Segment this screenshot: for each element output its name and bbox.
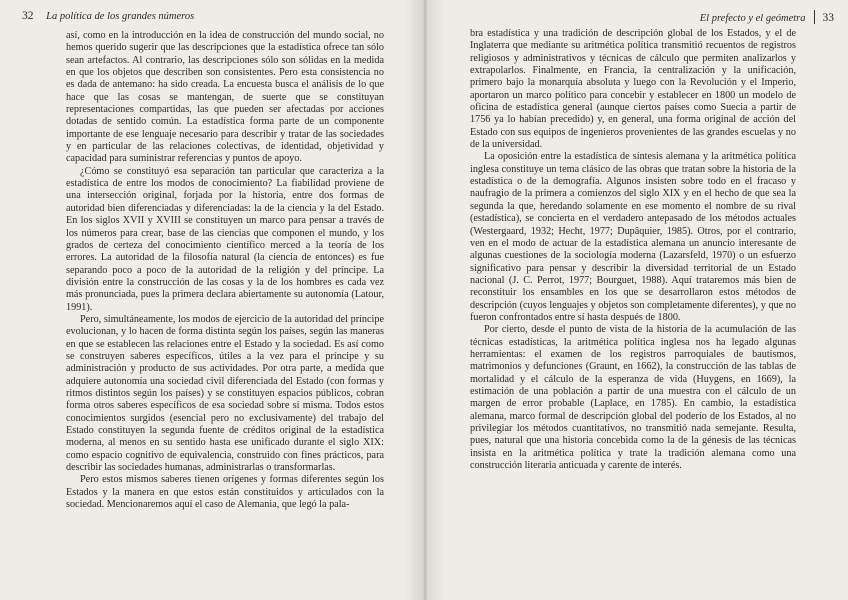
left-running-title: La política de los grandes números — [46, 11, 195, 22]
left-running-head — [22, 10, 402, 22]
header-rule — [814, 10, 815, 24]
paragraph: La oposición entre la estadística de síntesis alemana y la aritmética política inglesa constituye un tema clásico de las obras que tratan sobre la historia de la estadística o de la demografía. Algunos insisten sobre todo en el fracaso y naufragio de la primera a comienzos del siglo XIX y en el hecho de que sea la segunda la que, heredando solamente en ese momento el nombre de su rival (estadística), se concierta en el verdadero antepasado de los métodos actuales (Westergaard, 1932; Hecht, 1977; Dupâquier, 1985). Otros, por el contrario, ven en el modo de actuar de la estadística alemana un anuncio interesante de algunas cuestiones de la sociología moderna (Lazarsfeld, 1970) o un esfuerzo significativo para pensar y describir la diversidad territorial de un Estado nacional (J. C. Perrot, 1977; Bourguet, 1988). Aquí trataremos más bien de reconstituir los ensambles en los que se desarrollaron estos métodos de descripción (cuyos lenguajes y objetos son completamente diferentes), y que no fueron confrontados entre sí hasta después de 1800. — [470, 151, 796, 323]
paragraph: Pero, simultáneamente, los modos de ejercicio de la autoridad del príncipe evolucionan, y lo hacen de forma distinta según los países, según las maneras en que se establecen las relaciones entre el Estado y la sociedad. Es así como se construyen saberes específicos, útiles a la vez para el príncipe y su administración y producto de sus actividades. Por otra parte, a medida que adquiere autonomía una sociedad civil diferenciada del Estado (con formas y ritmos distintos según los países) y se constituyen espacios públicos, cobran forma otros saberes específicos de esa sociedad sobre sí misma. Todos estos conocimientos surgidos (esencial pero no exclusivamente) del trabajo del Estado constituyen la segunda fuente de créditos original de la estadística moderna, al menos en su sentido hasta ese unificado durante el siglo XIX: como espacio cognitivo de equivalencia, construido con fines prácticos, para describir las sociedades humanas, administrarlas o transformarlas. — [66, 313, 384, 474]
left-page-number: 32 — [22, 10, 34, 22]
right-body-text — [470, 28, 796, 534]
paragraph: Por cierto, desde el punto de vista de la historia de la acumulación de las técnicas estadísticas, la aritmética política inglesa nos ha legado algunas herramientas: el examen de los registros parroquiales de bautismos, matrimonios y defunciones (Graunt, en 1662), la construcción de las tablas de mortalidad y el cálculo de la esperanza de vida (Huygens, en 1669), la estimación de una población a partir de una muestra con el cálculo de un margen de error probable (Laplace, en 1785). En cambio, la estadística alemana, marco formal de descripción global del poderío de los Estados, al no privilegiar los métodos cuantitativos, no transmitió nada semejante. Resulta, pues, natural que una historia concebida como la de la génesis de las técnicas insista en la aritmética política y trate la tradición alemana como una construcción literaria anticuada y carente de interés. — [470, 324, 796, 472]
left-body-text — [66, 30, 384, 594]
right-page — [424, 0, 848, 600]
paragraph: Pero estos mismos saberes tienen orígenes y formas diferentes según los Estados y la manera en que estos están constituidos y articulados con la sociedad. Mencionaremos aquí el caso de Alemania, que legó la pala- — [66, 474, 384, 511]
right-running-title: El prefecto y el geómetra — [699, 13, 806, 24]
right-page-number: 33 — [822, 12, 834, 24]
paragraph: bra estadística y una tradición de descripción global de los Estados, y el de Inglaterra que mediante su aritmética política transmitió recuentos de registros religiosos y administrativos y técnicas de cálculo que permiten analizarlos y extrapolarlos. Finalmente, en Francia, la centralización y la unificación, primero bajo la monarquía absoluta y luego con la Revolución y el Imperio, aportaron un marco político para concebir y establecer en 1800 un modelo de oficina de estadística general (aunque ciertos países como Suecia a partir de 1756 ya lo habían precedido) y, en general, una forma original de acción del Estado con sus equipos de ingenieros provenientes de las grandes escuelas y no de la universidad. — [470, 28, 796, 151]
paragraph: ¿Cómo se constituyó esa separación tan particular que caracteriza a la estadística de entre los modos de conocimiento? La fiabilidad proviene de una intersección original, forjada por la historia, entre dos formas de autoridad bien diferenciadas y diferenciadas: la de la ciencia y la del Estado. En los siglos XVII y XVIII se constituyen un marco para pensar a través de los números para crear, base de las ciencias que componen el mundo, y los grados de certeza del conocimiento científico merced a la teoría de los errores. La autoridad de la filosofía natural (la ciencia de entonces) es fue separando poco a poco de la autoridad de la religión y del príncipe. La división entre la construcción de las cosas y la de los hombres es cada vez más pronunciada, pues la primera declara abiertamente su autonomía (Latour, 1991). — [66, 165, 384, 313]
right-running-head — [454, 10, 834, 24]
paragraph: así, como en la introducción en la idea de construcción del mundo social, no hemos querido sugerir que las descripciones que la estadística ofrece tan sólo sean artefactos. Al contrario, las descripciones sólo son sólidas en la medida en que los objetos que describen son consistentes. Pero esta consistencia no es dada de antemano: ha sido creada. La encuesta busca el análisis de lo que hace que las cosas se mantengan, de suerte que se constituyan representaciones compartidas, las que pueden ser afectadas por acciones dotadas de sentido común. La estadística forma parte de un componente importante de ese lenguaje necesario para describir y tratar de las sociedades y en particular de las relaciones colectivas, de identidad, objetividad y capacidad para suministrar referencias y puntos de apoyo. — [66, 30, 384, 165]
